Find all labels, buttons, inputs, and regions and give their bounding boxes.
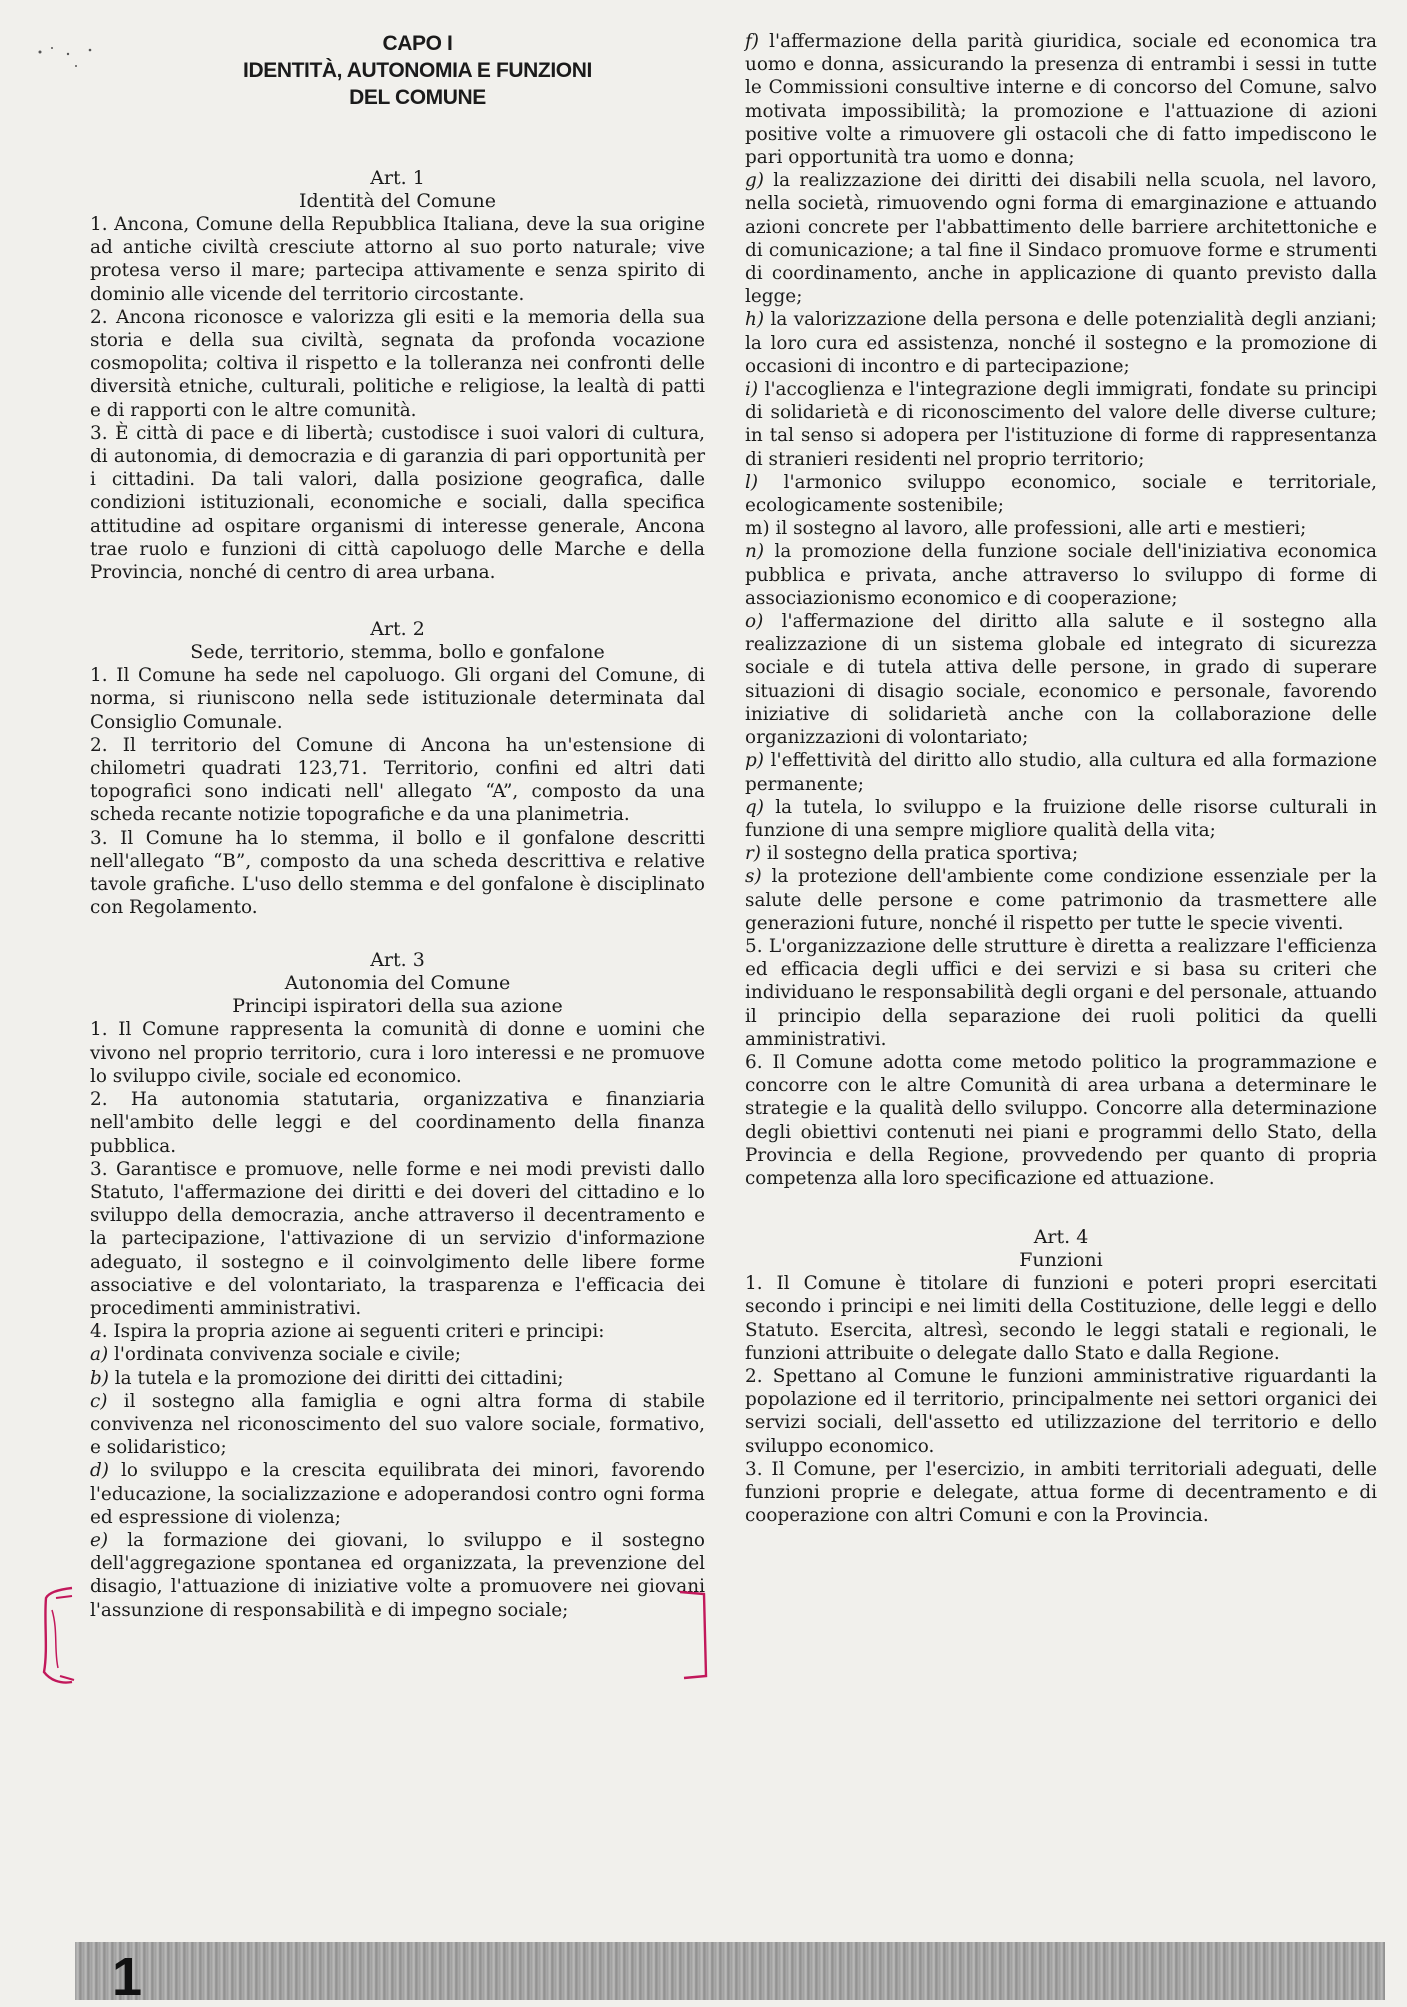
article-1-number: Art. 1	[370, 167, 425, 189]
list-item-letter: l)	[745, 471, 759, 493]
article-2-paragraph-2: 2. Il territorio del Comune di Ancona ha un'estensione di chilometri quadrati 123,71. Territorio, confini ed altri dati topografici sono indicati nell' allegato “A”, composto da una scheda recante notizie topografiche e da una planimetria.	[90, 734, 705, 826]
article-3-paragraph-5: 5. L'organizzazione delle strutture è diretta a realizzare l'efficienza ed efficacia degli uffici e dei servizi e si basa su criteri che individuano le responsabilità degli organi e del personale, attuando il principio della separazione dei ruoli politici da quelli amministrativi.	[745, 935, 1377, 1050]
article-4	[745, 1226, 1377, 1527]
list-item-text: la tutela, lo sviluppo e la fruizione delle risorse culturali in funzione di una sempre migliore qualità della vita;	[745, 796, 1377, 841]
article-3-paragraph-2: 2. Ha autonomia statutaria, organizzativa e finanziaria nell'ambito delle leggi e del coordinamento della finanza pubblica.	[90, 1089, 705, 1157]
list-item-text: la protezione dell'ambiente come condizione essenziale per la salute delle persone e come patrimonio da trasmettere alle generazioni future, nonché il rispetto per tutte le specie viventi.	[745, 866, 1377, 934]
list-item	[90, 1367, 705, 1390]
list-item-letter: e)	[90, 1529, 109, 1551]
article-3-paragraph-4: 4. Ispira la propria azione ai seguenti criteri e principi:	[90, 1321, 605, 1343]
list-item	[745, 749, 1377, 795]
list-item	[745, 517, 1377, 540]
article-1	[90, 167, 705, 584]
list-item-text: l'affermazione del diritto alla salute e il sostegno alla realizzazione di un sistema globale ed integrato di sicurezza sociale e di tutela attiva delle persone, in grado di superare situazioni di disagio sociale, economico e personale, favorendo iniziative di solidarietà anche con la collaborazione delle organizzazioni di volontariato;	[745, 611, 1377, 749]
list-item-text: l'effettività del diritto allo studio, alla cultura ed alla formazione permanente;	[745, 750, 1377, 795]
list-item-text: l'accoglienza e l'integrazione degli immigrati, fondate su principi di solidarietà e di riconoscimento del valore delle diverse culture; in tal senso si adopera per l'istituzione di forme di rappresentanza di stranieri residenti nel proprio territorio;	[745, 379, 1377, 470]
list-item	[90, 1459, 705, 1529]
handwritten-bracket-annotation	[24, 1580, 714, 1690]
article-2-number: Art. 2	[370, 618, 425, 641]
list-item-text: l'ordinata convivenza sociale e civile;	[108, 1344, 461, 1366]
list-item-letter: r)	[745, 843, 761, 865]
article-4-paragraph-2: 2. Spettano al Comune le funzioni amministrative riguardanti la popolazione ed il territorio, principalmente nei settori organici dei servizi sociali, dell'assetto ed utilizzazione del territorio e dello sviluppo economico.	[745, 1365, 1377, 1457]
list-item-letter: d)	[90, 1460, 109, 1482]
list-item-text: la valorizzazione della persona e delle potenzialità degli anziani; la loro cura ed assistenza, nonché il sostegno e la promozione di occasioni di incontro e di partecipazione;	[745, 309, 1377, 377]
list-item-text: la formazione dei giovani, lo sviluppo e il sostegno dell'aggregazione spontanea ed organizzata, la prevenzione del disagio, l'attuazione di iniziative volte a promuovere nei giovani l'assunzione di responsabilità e di impegno sociale;	[90, 1529, 705, 1621]
list-item-text: il sostegno al lavoro, alle professioni, alle arti e mestieri;	[769, 518, 1307, 540]
chapter-number: CAPO I	[382, 32, 453, 55]
page-number: 1	[112, 1947, 143, 2007]
article-2-title: Sede, territorio, stemma, bollo e gonfalone	[190, 641, 605, 664]
article-4-title: Funzioni	[1019, 1249, 1103, 1272]
list-item	[90, 1390, 705, 1460]
list-item-text: la tutela e la promozione dei diritti dei cittadini;	[108, 1367, 564, 1389]
list-item-text: la realizzazione dei diritti dei disabili nella scuola, nel lavoro, nella società, rimuovendo ogni forma di emarginazione e attuando azioni concrete per l'abbattimento delle barriere architettoniche e di comunicazione; a tal fine il Sindaco promuove forme e strumenti di coordinamento, anche in applicazione di quanto previsto dalla legge;	[745, 170, 1377, 308]
article-2-paragraph-1: 1. Il Comune ha sede nel capoluogo. Gli organi del Comune, di norma, si riuniscono nella sede istituzionale determinata dal Consiglio Comunale.	[90, 665, 705, 733]
list-item-letter: m)	[745, 518, 770, 540]
article-3-paragraph-1: 1. Il Comune rappresenta la comunità di donne e uomini che vivono nel proprio territorio, cura i loro interessi e ne promuove lo sviluppo civile, sociale ed economico.	[90, 1019, 705, 1087]
left-column	[90, 30, 705, 1622]
list-item-letter: a)	[90, 1344, 109, 1366]
right-column	[745, 30, 1377, 1527]
list-item-text: lo sviluppo e la crescita equilibrata dei minori, favorendo l'educazione, la socializzazione e adoperandosi contro ogni forma ed espressione di violenza;	[90, 1460, 705, 1528]
list-item-text: l'affermazione della parità giuridica, sociale ed economica tra uomo e donna, assicurando la presenza di entrambi i sessi in tutte le Commissioni consultive interne e di concorso del Comune, salvo motivata impossibilità; la promozione e l'attuazione di azioni positive volte a rimuovere gli ostacoli che di fatto impediscono le pari opportunità tra uomo e donna;	[745, 31, 1377, 169]
list-item-letter: g)	[745, 170, 764, 192]
list-item	[745, 169, 1377, 308]
list-item-text: la promozione della funzione sociale dell'iniziativa economica pubblica e privata, anche attraverso lo sviluppo di forme di associazionismo economico e di cooperazione;	[745, 541, 1377, 609]
article-4-paragraph-1: 1. Il Comune è titolare di funzioni e poteri propri esercitati secondo i principi e nei limiti della Costituzione, delle leggi e dello Statuto. Esercita, altresì, secondo le leggi statali e regionali, le funzioni attribuite o delegate dallo Stato e dalla Regione.	[745, 1273, 1377, 1364]
list-item-text: il sostegno alla famiglia e ogni altra forma di stabile convivenza nel riconoscimento del suo valore sociale, formativo, e solidaristico;	[90, 1390, 705, 1459]
list-item-letter: b)	[90, 1367, 109, 1389]
list-item	[745, 308, 1377, 378]
list-item-letter: s)	[745, 866, 762, 888]
article-3-paragraph-6: 6. Il Comune adotta come metodo politico la programmazione e concorre con le altre Comunità di area urbana a determinare le strategie e la qualità dello sviluppo. Concorre alla determinazione degli obiettivi contenuti nei piani e programmi dello Stato, della Provincia e della Regione, provvedendo per quanto di propria competenza alla loro specificazione ed attuazione.	[745, 1051, 1377, 1189]
footer-band	[75, 1942, 1385, 2000]
article-4-paragraph-3: 3. Il Comune, per l'esercizio, in ambiti territoriali adeguati, delle funzioni proprie e delegate, attua forme di decentramento e di cooperazione con altri Comuni e con la Provincia.	[745, 1458, 1377, 1527]
chapter-heading	[130, 30, 705, 111]
list-item	[90, 1343, 705, 1366]
article-3-number: Art. 3	[370, 949, 425, 972]
article-1-title: Identità del Comune	[298, 190, 497, 212]
list-item-letter: i)	[745, 379, 759, 401]
article-1-paragraph-2: 2. Ancona riconosce e valorizza gli esiti e la memoria della sua storia e della sua civiltà, segnata da profonda vocazione cosmopolita; coltiva il rispetto e la tolleranza nei confronti delle diversità etniche, culturali, politiche e religiose, la lealtà di patti e di rapporti con le altre comunità.	[90, 306, 705, 421]
article-3-title: Autonomia del Comune	[284, 972, 511, 995]
list-item	[745, 30, 1377, 169]
article-3-subtitle: Principi ispiratori della sua azione	[232, 995, 563, 1018]
list-item-letter: p)	[745, 750, 764, 772]
list-item-letter: c)	[90, 1390, 108, 1412]
list-item	[745, 471, 1377, 517]
list-item	[745, 540, 1377, 610]
list-item-letter: o)	[745, 611, 764, 633]
article-1-paragraph-3: 3. È città di pace e di libertà; custodisce i suoi valori di cultura, di autonomia, di democrazia e di garanzia di pari opportunità per i cittadini. Da tali valori, dalla posizione geografica, dalle condizioni istituzionali, economiche e sociali, dalla specifica attitudine ad ospitare organismi di interesse generale, Ancona trae ruolo e funzioni di città capoluogo delle Marche e della Provincia, nonché di centro di area urbana.	[90, 422, 705, 584]
list-item	[745, 610, 1377, 749]
article-3	[90, 949, 705, 1621]
list-item-text: il sostegno della pratica sportiva;	[760, 843, 1079, 865]
article-3-paragraph-3: 3. Garantisce e promuove, nelle forme e nei modi previsti dallo Statuto, l'affermazione dei diritti e dei doveri del cittadino e lo sviluppo della democrazia, anche attraverso il decentramento e la partecipazione, l'attivazione di un servizio d'informazione adeguato, il sostegno e il coinvolgimento delle libere forme associative e del volontariato, la trasparenza e l'efficacia dei procedimenti amministrativi.	[90, 1158, 705, 1319]
list-item	[745, 842, 1377, 865]
article-4-number: Art. 4	[1033, 1226, 1089, 1249]
article-1-paragraph-1: 1. Ancona, Comune della Repubblica Italiana, deve la sua origine ad antiche civiltà cresciute attorno al suo porto naturale; vive protesa verso il mare; partecipa attivamente e senza spirito di dominio alle vicende del territorio circostante.	[90, 214, 705, 305]
list-item-letter: q)	[745, 796, 764, 818]
list-item-text: l'armonico sviluppo economico, sociale e territoriale, ecologicamente sostenibile;	[745, 471, 1377, 517]
article-2	[90, 618, 705, 919]
list-item	[745, 796, 1377, 842]
chapter-title-line-2: DEL COMUNE	[349, 86, 486, 109]
list-item	[745, 865, 1377, 935]
list-item-letter: f)	[745, 31, 759, 52]
chapter-title-line-1: IDENTITÀ, AUTONOMIA E FUNZIONI	[243, 59, 592, 82]
list-item-letter: h)	[745, 309, 765, 331]
article-2-paragraph-3: 3. Il Comune ha lo stemma, il bollo e il gonfalone descritti nell'allegato “B”, composto da una scheda descrittiva e relative tavole grafiche. L'uso dello stemma e del gonfalone è disciplinato con Regolamento.	[90, 827, 705, 919]
list-item	[745, 378, 1377, 471]
list-item-letter: n)	[745, 541, 765, 563]
